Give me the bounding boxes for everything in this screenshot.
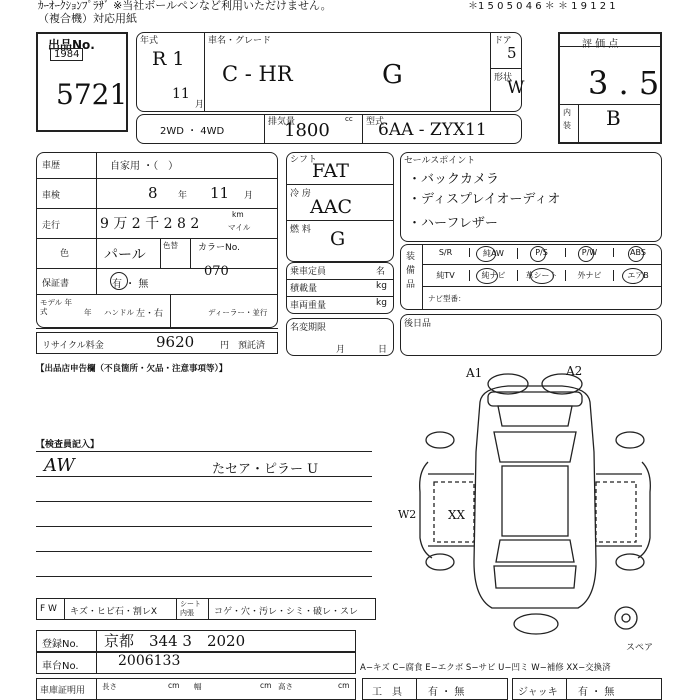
year-month: 11	[172, 86, 190, 102]
history-label: 車歴	[42, 161, 61, 171]
damage-legend: A−キズ C−腐食 E−エクボ S−サビ U−凹ミ W−補修 XX−交換済	[360, 663, 611, 673]
year-era: R 1	[152, 48, 185, 70]
seat-label: シート 内張	[180, 600, 201, 617]
car-diagram	[398, 362, 670, 638]
jack-label: ジャッキ	[518, 687, 558, 698]
equip-tv: 純TV	[422, 270, 470, 281]
mileage-unit-mile: マイル	[228, 223, 251, 232]
equip-aw: 純AW	[470, 248, 518, 259]
inspection-month: 11	[210, 184, 230, 202]
shape-value: W	[507, 78, 525, 98]
inspector-label: 【検査員記入】	[36, 440, 100, 450]
registration-value: 京都 344 3 2020	[104, 632, 246, 650]
diagram-mark-center: XX	[448, 508, 466, 522]
disp-unit: cc	[345, 115, 353, 123]
header-top-right: ＊1 5 0 5 0 4 6 ＊ ＊ 1 9 1 2 1	[468, 1, 616, 12]
color-no-label: カラーNo.	[198, 243, 240, 253]
header-line2: （複合機）対応用紙	[38, 12, 137, 25]
sales-point-2: ・ディスプレイオーディオ	[408, 192, 561, 207]
tools-label: 工 具	[372, 687, 402, 698]
load-label: 積載量	[290, 284, 318, 294]
seller-notes-label: 【出品店申告欄（不良箇所・欠品・注意事項等）】	[36, 364, 228, 374]
capacity-label: 乗車定員	[290, 267, 327, 277]
cert-cm-1: cm	[168, 681, 180, 690]
color-value: パール	[104, 247, 146, 263]
cert-height: 高さ	[278, 682, 293, 691]
aircon-label: 冷 房	[290, 189, 311, 199]
cert-cm-3: cm	[338, 681, 350, 690]
expiry-unit2: 日	[378, 345, 388, 355]
equip-abs: ABS	[630, 248, 646, 257]
chassis-label: 車台No.	[42, 661, 79, 672]
year-month-unit: 月	[195, 100, 205, 110]
inspection-month-unit: 月	[244, 191, 254, 201]
handle-label: ハンドル	[104, 308, 134, 317]
history-value: 自家用 ・（ ）	[110, 161, 179, 172]
inspection-year: 8	[148, 184, 158, 202]
expiry-label: 名変期限	[290, 323, 327, 333]
mileage-label: 走行	[42, 221, 61, 231]
other-label: 後日品	[404, 319, 432, 329]
drive-label: 2WD ・ 4WD	[160, 126, 225, 137]
score-label: 評 価 点	[582, 39, 619, 50]
mileage-unit-km: km	[232, 210, 244, 219]
year-label: 年式	[140, 36, 159, 46]
equip-aw-circle	[476, 246, 496, 262]
equip-leather-circle	[530, 268, 554, 284]
interior-label: 内 装	[563, 108, 571, 130]
interior-value: B	[606, 106, 621, 130]
disp-label: 排気量	[268, 117, 296, 127]
equip-pw: P/W	[566, 248, 614, 257]
warranty-options: 有 ・ 無	[112, 279, 149, 290]
model-label: 車名・グレード	[208, 36, 272, 46]
inspector-note-1: AW	[44, 455, 75, 476]
weight-unit: kg	[376, 298, 387, 308]
color-label: 色	[60, 249, 70, 259]
warranty-label: 保証書	[42, 279, 70, 289]
seat-options: コゲ・穴・汚レ・シミ・破レ・スレ	[214, 607, 359, 617]
cert-cm-2: cm	[260, 681, 272, 690]
doors-value: 5	[507, 44, 517, 62]
equip-ps: P/S	[518, 248, 566, 257]
warranty-circle	[110, 272, 128, 290]
chassis-row	[36, 652, 356, 674]
equip-pw-circle	[578, 246, 594, 262]
equip-navi-circle	[476, 268, 498, 284]
equip-airbag: エアB	[627, 271, 649, 280]
expiry-unit: 月	[336, 345, 346, 355]
inspection-year-unit: 年	[178, 191, 188, 201]
disp-value: 1800	[284, 120, 330, 141]
header-line1: ｶｰｵｰｸｼｮﾝﾌﾟﾗｻﾞ ※当社ボールペンなど利用いただけません。	[38, 0, 332, 12]
doors-label: ドア	[494, 36, 512, 46]
model-year-label: モデル 年 式	[40, 298, 73, 316]
nav-model-label: ナビ型番：	[428, 294, 466, 303]
shape-label: 形状	[494, 73, 513, 83]
fuel-value: G	[330, 228, 346, 250]
model-grade: G	[382, 60, 403, 90]
load-unit: kg	[376, 281, 387, 291]
diagram-mark-left: A1	[466, 366, 483, 380]
model-year-unit: 年	[84, 308, 92, 317]
equip-sr: S/R	[422, 248, 470, 257]
lot-label: 出品No.	[48, 38, 95, 52]
shift-label: シフト	[290, 155, 318, 165]
tools-options: 有 ・ 無	[428, 687, 465, 698]
weight-label: 車両重量	[290, 301, 327, 311]
fw-options: キズ・ヒビ石・割レX	[70, 607, 157, 617]
diagram-mark-right: A2	[566, 364, 583, 378]
registration-label: 登録No.	[42, 639, 79, 650]
diagram-side-note: W2	[398, 508, 417, 521]
cert-width: 幅	[194, 682, 202, 691]
main-info-box	[136, 32, 525, 112]
lot-sub: 1984	[50, 48, 83, 61]
equip-ext-navi: 外ナビ	[566, 270, 614, 281]
recycle-label: リサイクル料金	[42, 341, 104, 351]
inspector-note-2: たセア・ピラー U	[212, 462, 319, 477]
recycle-unit: 円	[220, 341, 230, 351]
type-label: 型式	[366, 117, 385, 127]
fuel-label: 燃 料	[290, 225, 311, 235]
sales-point-1: ・バックカメラ	[408, 172, 500, 187]
shift-value: FAT	[312, 160, 349, 182]
lot-number: 5721	[56, 78, 128, 111]
chassis-value: 2006133	[118, 653, 181, 669]
other-box	[400, 314, 662, 356]
handle-value: 左・右	[136, 309, 164, 319]
cert-label: 車庫証明用	[40, 686, 86, 696]
color-change-label: 色替	[163, 241, 178, 250]
dealer-value: ディーラー・並行	[208, 308, 268, 317]
equip-navi: 純ナビ	[470, 270, 518, 281]
equipment-label: 装備品	[406, 252, 416, 290]
jack-options: 有 ・ 無	[578, 687, 615, 698]
recycle-status: 預託済	[238, 341, 266, 351]
fw-label: F W	[40, 604, 57, 614]
sales-points-label: セールスポイント	[404, 156, 476, 166]
aircon-value: AAC	[310, 196, 352, 218]
capacity-unit: 名	[376, 267, 386, 277]
sales-point-3: ・ハーフレザー	[408, 216, 498, 231]
lot-box	[36, 32, 128, 132]
equip-ps-circle	[530, 246, 546, 262]
inspection-label: 車検	[42, 191, 61, 201]
mileage-value: 9 万 2 千 2 8 2	[100, 216, 200, 232]
spare-label: スペア	[626, 643, 654, 653]
color-no-value: 070	[204, 264, 229, 279]
type-value: 6AA - ZYX11	[378, 120, 487, 140]
equip-airbag-circle	[622, 268, 644, 284]
equip-abs-circle	[628, 246, 644, 262]
recycle-value: 9620	[156, 333, 195, 351]
score-value: 3 . 5	[588, 64, 660, 102]
equip-leather: 革シート	[518, 270, 566, 281]
model-name: C - HR	[222, 62, 293, 86]
cert-length: 長さ	[102, 682, 117, 691]
